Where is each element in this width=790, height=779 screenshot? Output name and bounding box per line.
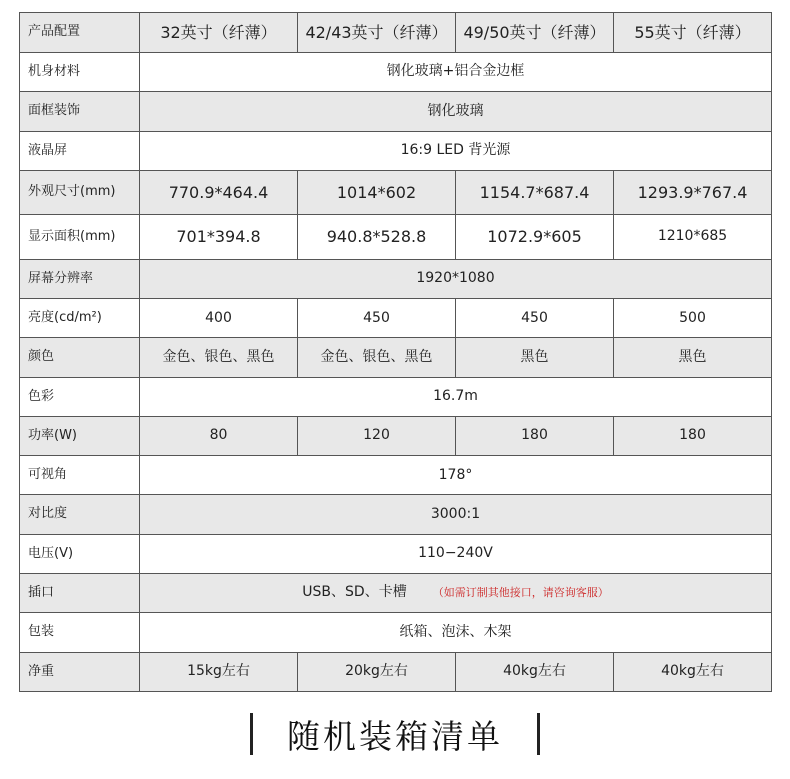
row-label: 机身材料	[20, 53, 140, 92]
table-header-row	[20, 13, 772, 53]
cell-value: 450	[298, 299, 456, 338]
section-title	[0, 708, 790, 760]
row-value	[140, 574, 772, 613]
cell-value: 450	[456, 299, 614, 338]
row-label: 电压(V)	[20, 534, 140, 573]
row-label: 颜色	[20, 338, 140, 377]
table-row-material	[20, 53, 772, 92]
row-label: 净重	[20, 652, 140, 691]
row-value: 178°	[140, 456, 772, 495]
table-row-brightness	[20, 299, 772, 338]
title-bar-left	[250, 713, 253, 755]
header-model-42-43: 42/43英寸（纤薄）	[298, 13, 456, 53]
cell-value: 1154.7*687.4	[456, 170, 614, 215]
table-row-size	[20, 170, 772, 215]
spec-table	[19, 12, 772, 692]
header-model-32: 32英寸（纤薄）	[140, 13, 298, 53]
ports-value: USB、SD、卡槽	[302, 584, 407, 601]
table-row-power	[20, 416, 772, 455]
row-value: 钢化玻璃	[140, 92, 772, 131]
row-value: 1920*1080	[140, 259, 772, 298]
cell-value: 1293.9*767.4	[614, 170, 772, 215]
cell-value: 1210*685	[614, 215, 772, 260]
table-row-color	[20, 338, 772, 377]
row-label: 功率(W)	[20, 416, 140, 455]
row-value: 16.7m	[140, 377, 772, 416]
cell-value: 180	[614, 416, 772, 455]
row-label: 亮度(cd/m²)	[20, 299, 140, 338]
row-label: 包装	[20, 613, 140, 652]
cell-value: 400	[140, 299, 298, 338]
table-row-ports	[20, 574, 772, 613]
row-value: 3000:1	[140, 495, 772, 534]
cell-value: 770.9*464.4	[140, 170, 298, 215]
row-value: 钢化玻璃+铝合金边框	[140, 53, 772, 92]
row-label: 插口	[20, 574, 140, 613]
cell-value: 40kg左右	[614, 652, 772, 691]
cell-value: 940.8*528.8	[298, 215, 456, 260]
row-label: 显示面积(mm)	[20, 215, 140, 260]
header-label: 产品配置	[20, 13, 140, 53]
row-label: 液晶屏	[20, 131, 140, 170]
table-row-resolution	[20, 259, 772, 298]
row-label: 对比度	[20, 495, 140, 534]
cell-value: 120	[298, 416, 456, 455]
ports-note: （如需订制其他接口，请咨询客服）	[432, 586, 609, 600]
table-row-display-area	[20, 215, 772, 260]
row-label: 外观尺寸(mm)	[20, 170, 140, 215]
table-row-lcd	[20, 131, 772, 170]
row-label: 屏幕分辨率	[20, 259, 140, 298]
row-value: 110−240V	[140, 534, 772, 573]
table-row-net-weight	[20, 652, 772, 691]
cell-value: 1014*602	[298, 170, 456, 215]
row-label: 色彩	[20, 377, 140, 416]
cell-value: 80	[140, 416, 298, 455]
row-value: 纸箱、泡沫、木架	[140, 613, 772, 652]
row-label: 面框装饰	[20, 92, 140, 131]
table-row-packaging	[20, 613, 772, 652]
table-row-color-depth	[20, 377, 772, 416]
row-value: 16:9 LED 背光源	[140, 131, 772, 170]
header-model-49-50: 49/50英寸（纤薄）	[456, 13, 614, 53]
cell-value: 15kg左右	[140, 652, 298, 691]
cell-value: 500	[614, 299, 772, 338]
section-title-text: 随机装箱清单	[287, 716, 503, 756]
table-row-viewing-angle	[20, 456, 772, 495]
cell-value: 黑色	[456, 338, 614, 377]
cell-value: 180	[456, 416, 614, 455]
cell-value: 金色、银色、黑色	[140, 338, 298, 377]
cell-value: 黑色	[614, 338, 772, 377]
table-row-voltage	[20, 534, 772, 573]
header-model-55: 55英寸（纤薄）	[614, 13, 772, 53]
cell-value: 20kg左右	[298, 652, 456, 691]
table-row-frame	[20, 92, 772, 131]
table-row-contrast	[20, 495, 772, 534]
cell-value: 金色、银色、黑色	[298, 338, 456, 377]
cell-value: 701*394.8	[140, 215, 298, 260]
cell-value: 40kg左右	[456, 652, 614, 691]
title-bar-right	[537, 713, 540, 755]
row-label: 可视角	[20, 456, 140, 495]
cell-value: 1072.9*605	[456, 215, 614, 260]
